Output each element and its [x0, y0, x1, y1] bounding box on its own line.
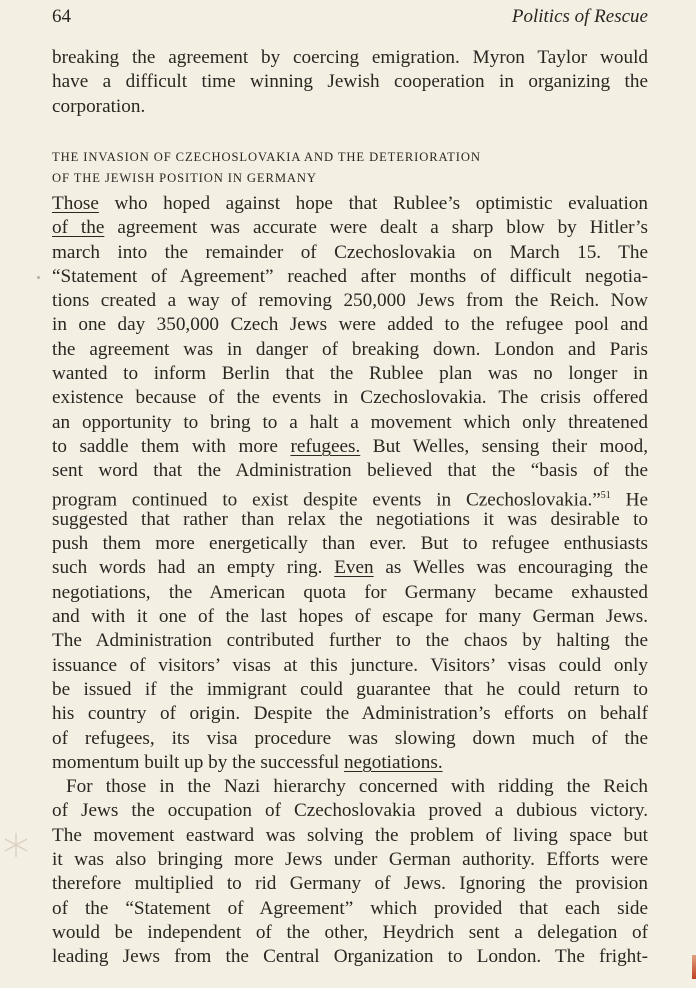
text-span: such words had an empty ring. [52, 557, 335, 579]
text-span: agreement was accurate were dealt a sharp blow by Hitler’s [104, 217, 648, 239]
section-heading [52, 147, 592, 189]
text-line: existence because of the events in Czechoslovakia. The crisis offered [52, 387, 648, 409]
text-line: be issued if the immigrant could guarantee that he could return to [52, 678, 648, 700]
text-line: issuance of visitors’ visas at this juncture. Visitors’ visas could only [52, 654, 648, 676]
page-edge-mark [692, 955, 696, 979]
text-line: of Jews the occupation of Czechoslovakia proved a dubious victory. [52, 800, 648, 822]
text-line: in one day 350,000 Czech Jews were added to the refugee pool and [52, 314, 648, 336]
margin-star-mark [2, 831, 30, 859]
section-heading-line: THE INVASION OF CZECHOSLOVAKIA AND THE DETERIORATION [52, 150, 481, 164]
body-text [52, 192, 648, 970]
text-line: push them more energetically than ever. But to refugee enthusiasts [52, 533, 648, 555]
page-number: 64 [52, 6, 71, 27]
text-line: and with it one of the last hopes of escape for many German Jews. [52, 606, 648, 628]
text-line: would be independent of the other, Heydrich sent a delegation of [52, 921, 648, 943]
text-line [52, 556, 648, 580]
text-line: of refugees, its visa procedure was slowing down much of the [52, 727, 648, 749]
section-heading-line: OF THE JEWISH POSITION IN GERMANY [52, 171, 317, 185]
text-line: the agreement was in danger of breaking down. London and Paris [52, 338, 648, 360]
text-line [52, 435, 648, 459]
text-line: corporation. [52, 95, 146, 117]
text-line: breaking the agreement by coercing emigration. Myron Taylor would [52, 47, 648, 68]
pencil-underline: Those [52, 193, 99, 214]
text-span: But Welles, sensing their mood, [360, 435, 648, 457]
page-header [52, 6, 648, 32]
text-span: momentum built up by the successful [52, 751, 345, 773]
text-span: as Welles was encouraging the [373, 557, 648, 579]
text-line: have a difficult time winning Jewish cooperation in organizing the [52, 71, 648, 93]
text-line: therefore multiplied to rid Germany of Jews. Ignoring the provision [52, 873, 648, 895]
text-line [52, 216, 648, 240]
continued-paragraph [52, 46, 648, 119]
text-span: to saddle them with more [52, 435, 291, 457]
text-span: program continued to exist despite events in Czechoslovakia.” [52, 488, 601, 510]
text-line [52, 751, 648, 775]
text-line: The movement eastward was solving the problem of living space but [52, 824, 648, 846]
running-title: Politics of Rescue [511, 6, 648, 27]
pencil-underline: negotiations. [344, 751, 443, 773]
text-line [52, 484, 648, 508]
text-line: it was also bringing more Jews under German authority. Efforts were [52, 849, 648, 871]
text-line: negotiations, the American quota for Germany became exhausted [52, 581, 648, 603]
text-line: suggested that rather than relax the negotiations it was desirable to [52, 508, 648, 530]
text-line: wanted to inform Berlin that the Rublee plan was no longer in [52, 363, 648, 385]
pencil-underline: Even [334, 557, 374, 579]
text-line: march into the remainder of Czechoslovakia on March 15. The [52, 241, 648, 263]
pencil-underline: refugees. [290, 435, 361, 457]
margin-dot [37, 276, 40, 279]
text-line: an opportunity to bring to a halt a movement which only threatened [52, 411, 648, 433]
text-line: “Statement of Agreement” reached after months of difficult negotia- [52, 265, 648, 287]
text-span: He [610, 488, 648, 510]
text-span: who hoped against hope that Rublee’s optimistic evaluation [98, 193, 648, 214]
text-line: sent word that the Administration believed that the “basis of the [52, 460, 648, 482]
footnote-reference: 51 [600, 489, 611, 501]
pencil-underline: of the [52, 217, 105, 239]
text-line [52, 192, 648, 216]
text-line: For those in the Nazi hierarchy concerned with ridding the Reich [66, 776, 648, 798]
text-line: The Administration contributed further to the chaos by halting the [52, 630, 648, 652]
text-line: leading Jews from the Central Organization to London. The fright- [52, 946, 648, 968]
text-line: tions created a way of removing 250,000 Jews from the Reich. Now [52, 290, 648, 312]
text-line: his country of origin. Despite the Administration’s efforts on behalf [52, 703, 648, 725]
text-line: of the “Statement of Agreement” which provided that each side [52, 897, 648, 919]
